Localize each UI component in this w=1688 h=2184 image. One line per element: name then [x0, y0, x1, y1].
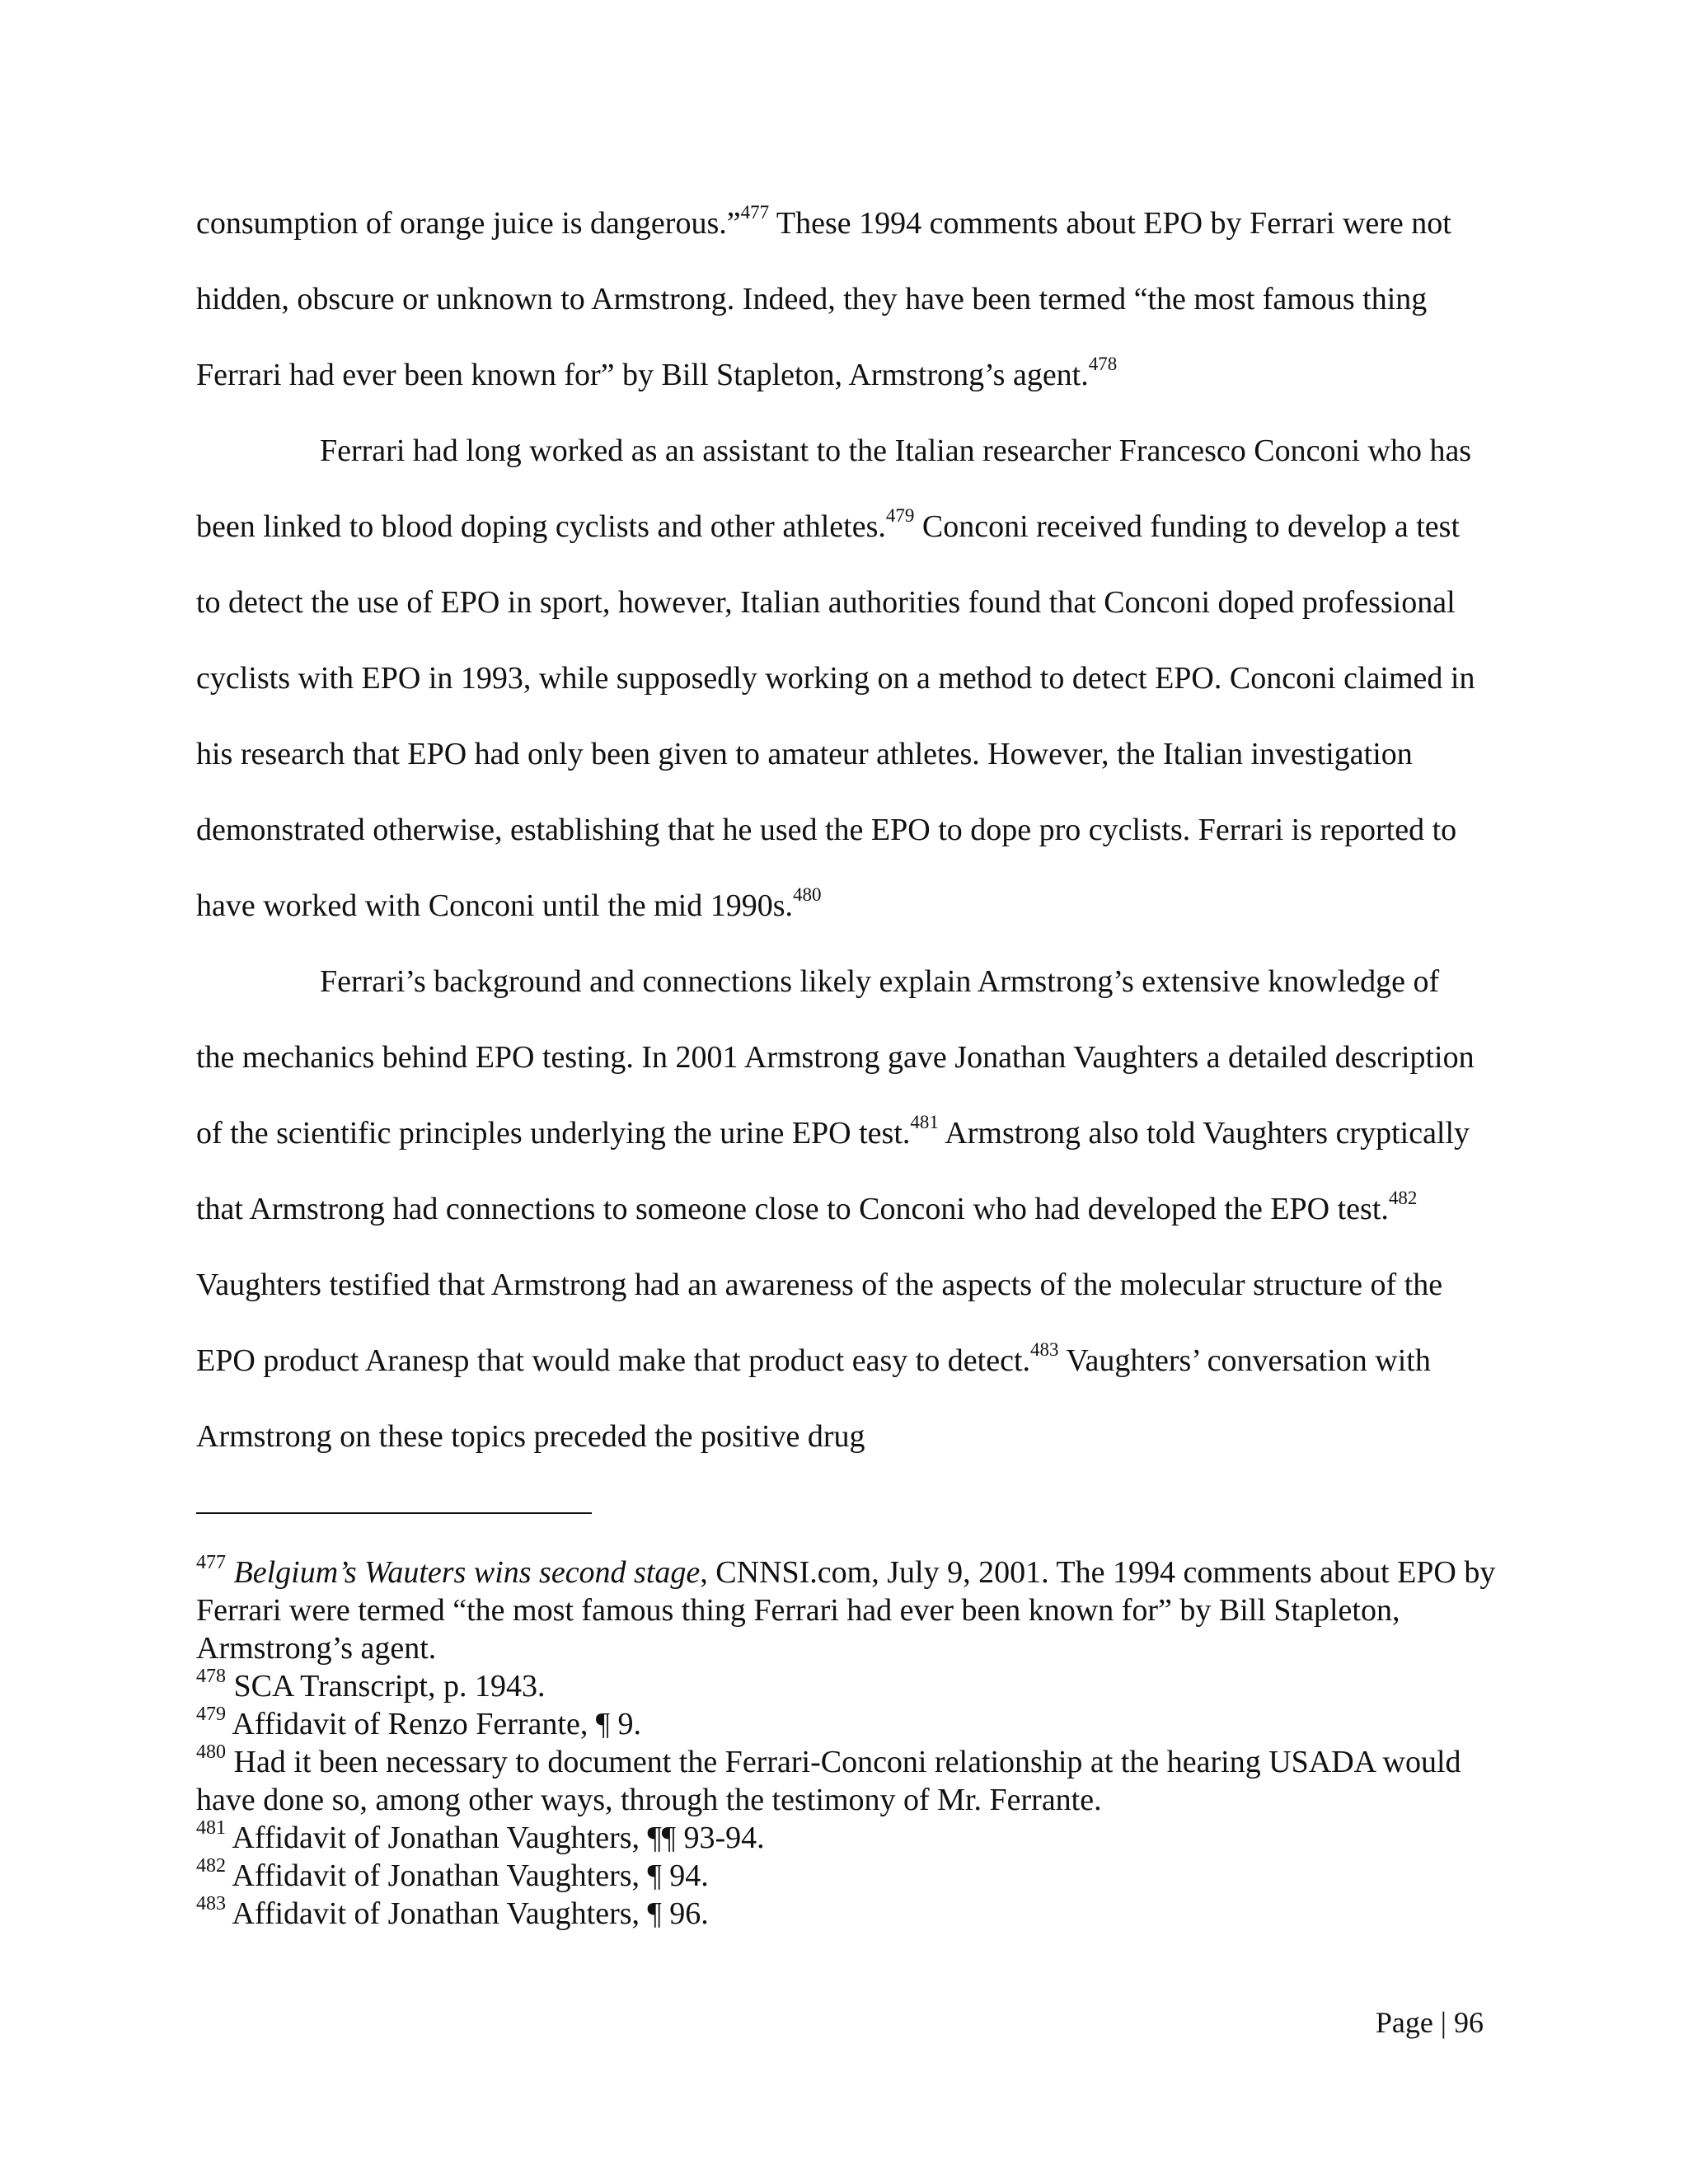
footnote-number: 478	[196, 1666, 226, 1688]
footnote-text: Affidavit of Jonathan Vaughters, ¶¶ 93-94.	[232, 1821, 765, 1855]
paragraph-text: Ferrari’s background and connections likely explain Armstrong’s extensive knowledge of the mechanics behind EPO testing. In 2001 Armstrong gave Jonathan Vaughters a detailed description of the scientific principles underlying the urine EPO test.	[196, 964, 1475, 1151]
footnote-ref-481[interactable]: 481	[910, 1112, 939, 1133]
footnotes	[196, 1554, 1498, 1933]
footnote-number: 481	[196, 1817, 226, 1840]
footnote-ref-478[interactable]: 478	[1088, 354, 1118, 375]
footnote-text: SCA Transcript, p. 1943.	[233, 1669, 546, 1704]
footnote-ref-482[interactable]: 482	[1388, 1188, 1418, 1209]
paragraph-text: Ferrari had long worked as an assistant to the Italian researcher Francesco Conconi who has been linked to blood doping cyclists and other athletes.	[196, 434, 1472, 544]
footnote-ref-480[interactable]: 480	[793, 884, 822, 906]
page-number: Page | 96	[1375, 2006, 1484, 2039]
footnote-number: 477	[196, 1552, 226, 1574]
paragraph-text: Conconi received funding to develop a test to detect the use of EPO in sport, however, Italian authorities found that Conconi doped professional cyclists with EPO in 1993, while supposedly working on a method to detect EPO. Conconi claimed in his research that EPO had only been given to amateur athletes. However, the Italian investigation demonstrated otherwise, establishing that he used the EPO to dope pro cyclists. Ferrari is reported to have worked with Conconi until the mid 1990s.	[196, 509, 1475, 923]
footnote-480	[196, 1743, 1498, 1819]
footnote-text: Affidavit of Jonathan Vaughters, ¶ 94.	[232, 1858, 709, 1893]
footnote-text: Affidavit of Jonathan Vaughters, ¶ 96.	[232, 1896, 709, 1931]
footnote-text: , CNNSI.com, July 9, 2001. The 1994 comments about EPO by Ferrari were termed “the most famous thing Ferrari had ever been known for” by Bill Stapleton, Armstrong’s agent.	[196, 1555, 1496, 1666]
paragraph-3	[196, 944, 1482, 1474]
footnote-number: 483	[196, 1893, 226, 1915]
footnote-ref-483[interactable]: 483	[1030, 1339, 1059, 1361]
footnote-text: Affidavit of Renzo Ferrante, ¶ 9.	[232, 1707, 642, 1741]
footnote-number: 479	[196, 1704, 226, 1726]
paragraph-text: Armstrong also told Vaughters cryptically that Armstrong had connections to someone close to Conconi who had developed the EPO test.	[196, 1116, 1470, 1226]
paragraph-2	[196, 413, 1482, 944]
footnote-482	[196, 1857, 1498, 1895]
paragraph-text: Vaughters’ conversation with Armstrong on these topics preceded the positive drug	[196, 1343, 1431, 1454]
body-text	[196, 185, 1482, 1474]
footnote-ref-477[interactable]: 477	[740, 202, 770, 223]
footnote-477	[196, 1554, 1498, 1667]
footnote-ref-479[interactable]: 479	[885, 505, 915, 527]
footnote-number: 482	[196, 1855, 226, 1877]
footnote-text: Had it been necessary to document the Ferrari-Conconi relationship at the hearing USADA would have done so, among other ways, through the testimony of Mr. Ferrante.	[196, 1745, 1461, 1817]
footnote-number: 480	[196, 1741, 226, 1764]
footnote-source-title: Belgium’s Wauters wins second stage	[233, 1555, 701, 1590]
paragraph-text: These 1994 comments about EPO by Ferrari were not hidden, obscure or unknown to Armstrong. Indeed, they have been termed “the most famous thing Ferrari had ever been known for” by Bill Stapleton, Armstrong’s agent.	[196, 206, 1451, 392]
footnote-479	[196, 1705, 1498, 1743]
footnote-478	[196, 1667, 1498, 1705]
footnote-separator	[196, 1512, 592, 1514]
footnote-481	[196, 1819, 1498, 1857]
paragraph-text: consumption of orange juice is dangerous.”	[196, 206, 741, 241]
paragraph-text: Vaughters testified that Armstrong had an awareness of the aspects of the molecular structure of the EPO product Aranesp that would make that product easy to detect.	[196, 1268, 1443, 1378]
footnote-483	[196, 1895, 1498, 1933]
paragraph-1	[196, 185, 1482, 413]
